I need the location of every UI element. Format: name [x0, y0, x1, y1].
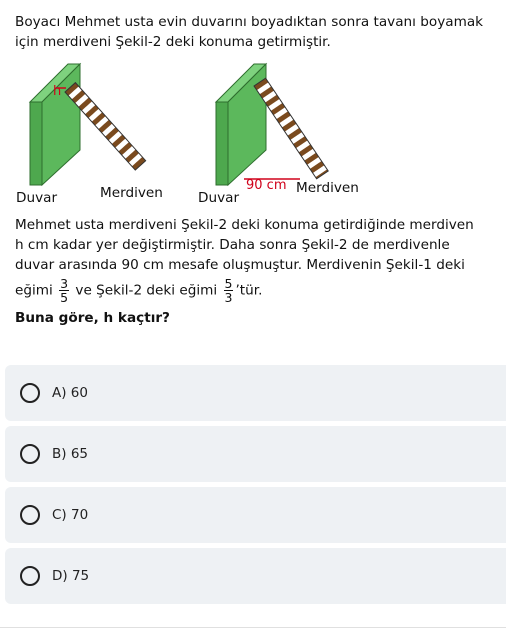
body-line-2: h cm kadar yer değiştirmiştir. Daha sonra Şekil-2 de merdivenle	[15, 237, 450, 253]
option-c-label: C) 70	[52, 507, 89, 523]
figure1-wall-label: Duvar	[16, 190, 58, 206]
fraction-1-numerator: 3	[60, 276, 69, 291]
fraction-2-denominator: 3	[224, 290, 233, 305]
fraction-2	[224, 277, 234, 304]
radio-circle-icon[interactable]	[20, 383, 40, 403]
fraction-1-denominator: 5	[60, 290, 69, 305]
figure1-h-label: h	[53, 84, 62, 99]
intro-line-2: için merdiveni Şekil-2 deki konuma getirmiştir.	[15, 34, 331, 50]
bottom-divider	[0, 627, 506, 628]
question-body	[15, 215, 474, 328]
option-b-label: B) 65	[52, 446, 88, 462]
question-ask: Buna göre, h kaçtır?	[15, 310, 170, 326]
figure1-wall	[30, 64, 80, 185]
fraction-1	[59, 277, 69, 304]
figure1-ladder-label: Merdiven	[100, 185, 163, 201]
option-d[interactable]	[5, 548, 506, 604]
option-c[interactable]	[5, 487, 506, 543]
slope-text-2: ve Şekil-2 deki eğimi	[75, 282, 218, 299]
slope-text-1: eğimi	[15, 282, 53, 299]
radio-circle-icon[interactable]	[20, 505, 40, 525]
radio-circle-icon[interactable]	[20, 566, 40, 586]
figure2-ladder-label: Merdiven	[296, 180, 359, 196]
slope-text-3: ’tür.	[235, 282, 263, 299]
answer-options	[5, 365, 506, 609]
option-a-label: A) 60	[52, 385, 88, 401]
fraction-2-numerator: 5	[224, 276, 233, 291]
body-line-1: Mehmet usta merdiveni Şekil-2 deki konuma getirdiğinde merdiven	[15, 217, 474, 233]
radio-circle-icon[interactable]	[20, 444, 40, 464]
option-a[interactable]	[5, 365, 506, 421]
body-line-3: duvar arasında 90 cm mesafe oluşmuştur. Merdivenin Şekil-1 deki	[15, 257, 465, 273]
figure2-wall	[216, 64, 266, 185]
figure2-wall-label: Duvar	[198, 190, 240, 206]
figure2-distance-label: 90 cm	[246, 178, 287, 193]
option-d-label: D) 75	[52, 568, 90, 584]
slope-line	[15, 277, 474, 304]
option-b[interactable]	[5, 426, 506, 482]
intro-line-1: Boyacı Mehmet usta evin duvarını boyadıktan sonra tavanı boyamak	[15, 14, 484, 30]
